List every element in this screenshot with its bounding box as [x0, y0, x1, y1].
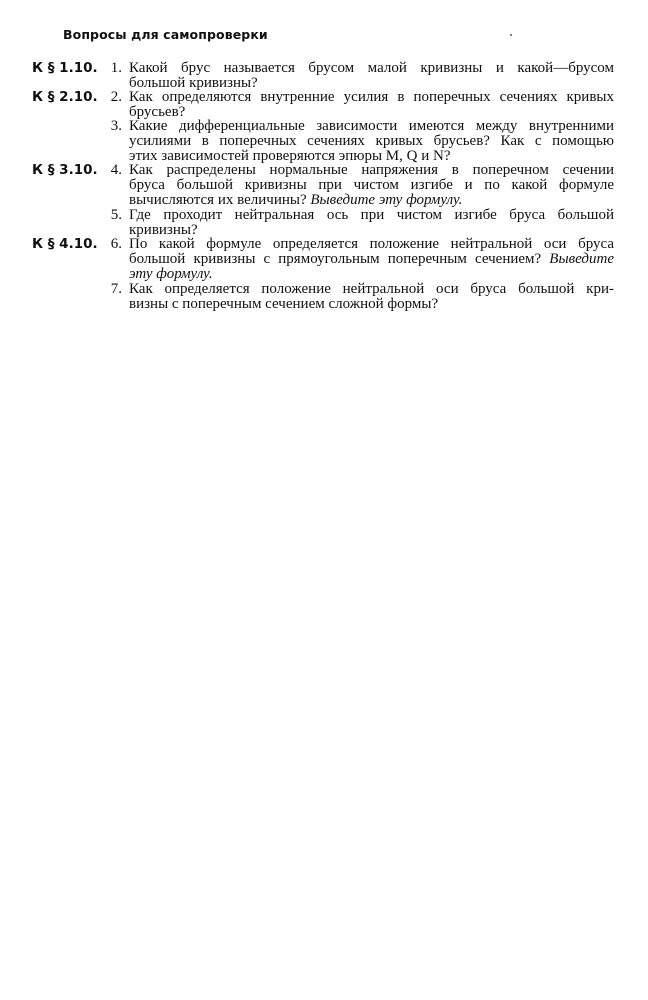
- question-line-text: большой кривизны с прямоугольным поперечным сечением?: [129, 251, 542, 267]
- question-line: брусьев?: [129, 104, 186, 120]
- section-ref: К § 1.10.: [32, 60, 98, 76]
- question-text: [129, 208, 614, 238]
- question-line-italic: Выведите: [549, 251, 614, 267]
- question-number: 1.: [110, 60, 122, 76]
- section-heading: Вопросы для самопроверки: [63, 27, 268, 42]
- question-line: этих зависимостей проверяются эпюры M, Q и N?: [129, 148, 451, 164]
- question-text: [129, 163, 614, 208]
- question-text: [129, 90, 614, 120]
- question-line-italic: эту формулу.: [129, 266, 213, 282]
- section-ref: К § 3.10.: [32, 162, 98, 178]
- question-line-text: вычисляются их величины?: [129, 192, 307, 208]
- question-line: Какие дифференциальные зависимости имеются между внутренними: [129, 118, 614, 134]
- question-line: визны с поперечным сечением сложной формы?: [129, 296, 439, 312]
- question-number: 4.: [110, 162, 122, 178]
- question-number: 2.: [110, 89, 122, 105]
- question-line: Где проходит нейтральная ось при чистом изгибе бруса большой: [129, 207, 614, 223]
- question-number: 5.: [110, 207, 122, 223]
- question-line: усилиями в поперечных сечениях кривых брусьев? Как с помощью: [129, 133, 614, 149]
- question-line: Как определяются внутренние усилия в поперечных сечениях кривых: [129, 89, 614, 105]
- question-text: [129, 61, 614, 91]
- question-line: По какой формуле определяется положение нейтральной оси бруса: [129, 236, 614, 252]
- question-line: кривизны?: [129, 222, 198, 238]
- question-line: большой кривизны?: [129, 75, 258, 91]
- question-line: [129, 193, 614, 208]
- question-number: 3.: [110, 118, 122, 134]
- section-ref: К § 2.10.: [32, 89, 98, 105]
- question-line-italic: Выведите эту формулу.: [310, 192, 463, 208]
- speck-mark: [510, 34, 512, 36]
- question-number: 7.: [110, 281, 122, 297]
- section-ref: К § 4.10.: [32, 236, 98, 252]
- question-line: бруса большой кривизны при чистом изгибе и по какой формуле: [129, 177, 614, 193]
- question-text: [129, 237, 614, 282]
- question-line: Как определяется положение нейтральной оси бруса большой кри-: [129, 281, 614, 297]
- question-line: [129, 267, 614, 282]
- question-line: Какой брус называется брусом малой кривизны и какой—брусом: [129, 60, 614, 76]
- question-text: [129, 282, 614, 312]
- question-line: [129, 252, 614, 267]
- question-text: [129, 119, 614, 164]
- question-line: Как распределены нормальные напряжения в поперечном сечении: [129, 162, 614, 178]
- question-number: 6.: [110, 236, 122, 252]
